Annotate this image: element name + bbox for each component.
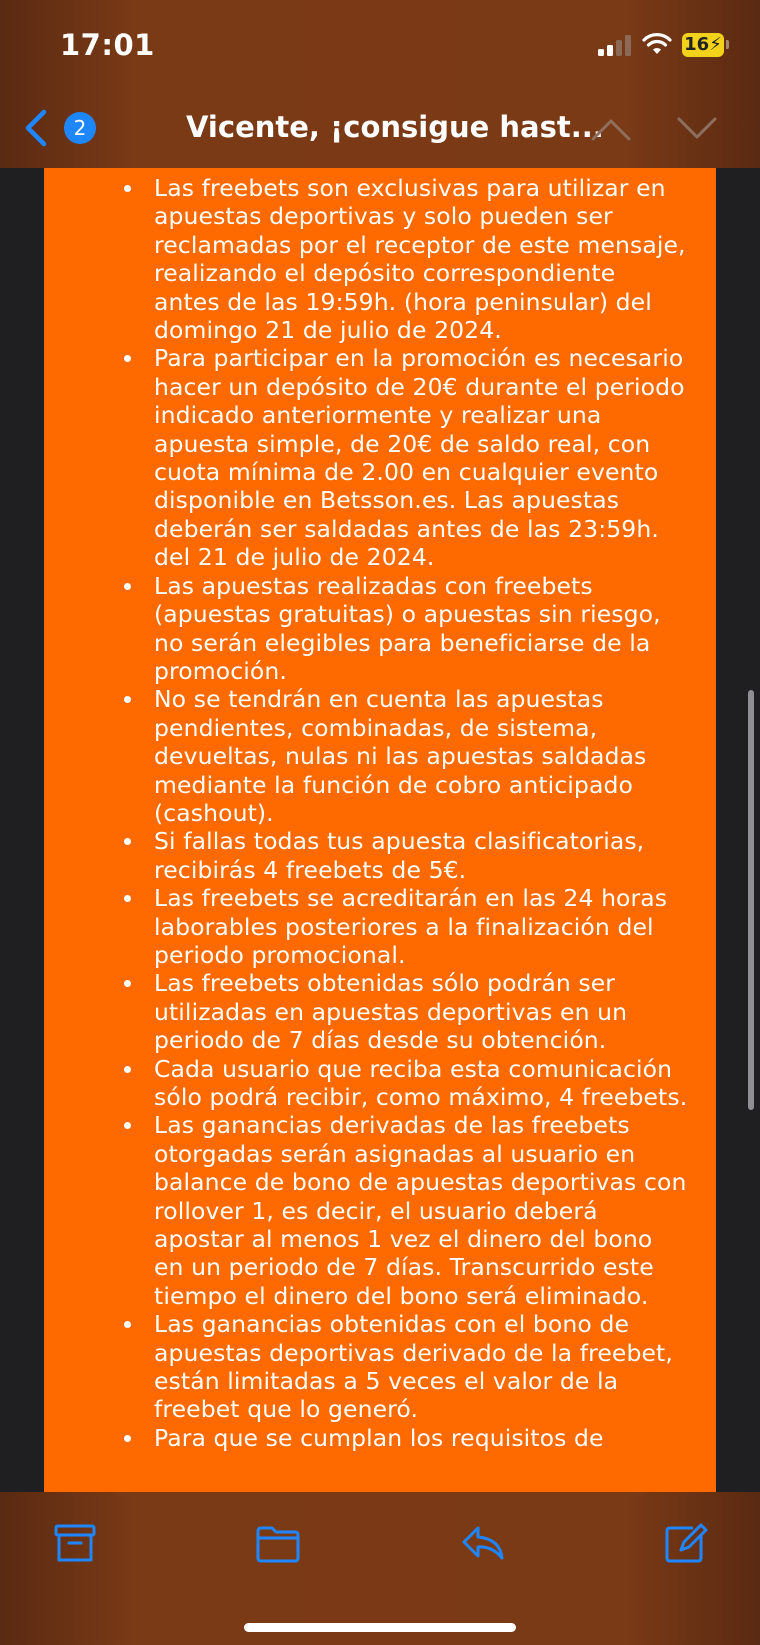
next-message-icon[interactable] [676, 116, 718, 142]
reply-icon[interactable] [460, 1522, 506, 1564]
battery-icon: 16⚡ [682, 33, 724, 57]
terms-item: Las freebets obtenidas sólo podrán ser utilizadas en apuestas deportivas en un periodo de 7 días desde su obtención. [154, 969, 716, 1054]
email-body[interactable] [44, 168, 716, 1492]
wifi-icon [642, 32, 672, 56]
previous-message-icon[interactable] [590, 116, 632, 142]
email-subject-title: Vicente, ¡consigue hast... [186, 110, 604, 144]
home-indicator[interactable] [244, 1623, 516, 1632]
terms-item: Cada usuario que reciba esta comunicación sólo podrá recibir, como máximo, 4 freebets. [154, 1055, 716, 1112]
status-time: 17:01 [60, 28, 155, 62]
folder-icon[interactable] [255, 1522, 301, 1564]
terms-item: Las freebets son exclusivas para utilizar en apuestas deportivas y solo pueden ser reclamadas por el receptor de este mensaje, realizando el depósito correspondiente antes de las 19:59h. (hora peninsular) del domingo 21 de julio de 2024. [154, 174, 716, 344]
terms-item: Las ganancias obtenidas con el bono de apuestas deportivas derivado de la freebet, están limitadas a 5 veces el valor de la freebet que lo generó. [154, 1310, 716, 1424]
archive-icon[interactable] [52, 1522, 98, 1564]
terms-item: Si fallas todas tus apuesta clasificatorias, recibirás 4 freebets de 5€. [154, 827, 716, 884]
terms-item: No se tendrán en cuenta las apuestas pendientes, combinadas, de sistema, devueltas, nulas ni las apuestas saldadas mediante la función de cobro anticipado (cashout). [154, 685, 716, 827]
unread-count-badge[interactable]: 2 [64, 112, 96, 144]
terms-item: Las apuestas realizadas con freebets (apuestas gratuitas) o apuestas sin riesgo, no serán elegibles para beneficiarse de la promoción. [154, 572, 716, 686]
battery-tip [726, 40, 729, 49]
cellular-signal-icon [598, 34, 634, 56]
compose-icon[interactable] [663, 1522, 709, 1564]
battery-level: 16 [684, 34, 710, 55]
scroll-indicator[interactable] [748, 690, 754, 1110]
back-chevron-icon[interactable] [22, 108, 50, 148]
terms-item: Para que se cumplan los requisitos de [154, 1424, 716, 1452]
terms-item: Para participar en la promoción es necesario hacer un depósito de 20€ durante el periodo indicado anteriormente y realizar una apuesta simple, de 20€ de saldo real, con cuota mínima de 2.00 en cualquier evento disponible en Betsson.es. Las apuestas deberán ser saldadas antes de las 23:59h. del 21 de julio de 2024. [154, 344, 716, 571]
terms-list [44, 174, 716, 1452]
terms-item: Las freebets se acreditarán en las 24 horas laborables posteriores a la finalización del periodo promocional. [154, 884, 716, 969]
terms-item: Las ganancias derivadas de las freebets otorgadas serán asignadas al usuario en balance de bono de apuestas deportivas con rollover 1, es decir, el usuario deberá apostar al menos 1 vez el dinero del bono en un periodo de 7 días. Transcurrido este tiempo el dinero del bono será eliminado. [154, 1111, 716, 1310]
